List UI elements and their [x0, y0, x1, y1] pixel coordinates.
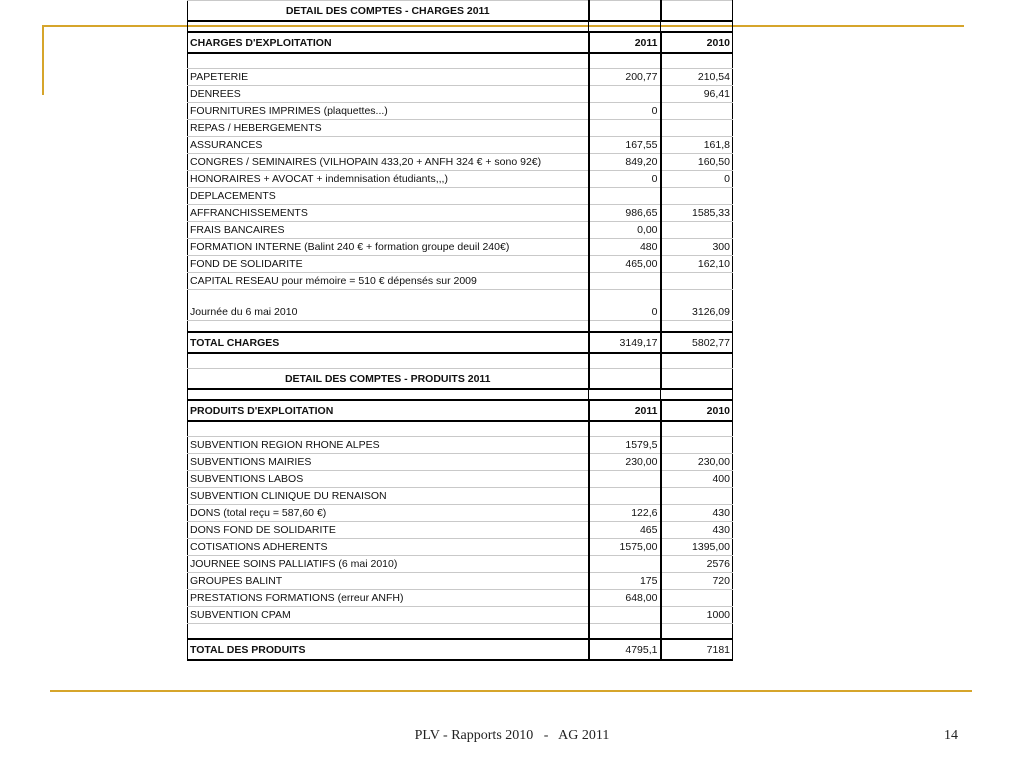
produits-total-2010: 7181	[661, 639, 733, 660]
row-label: DONS FOND DE SOLIDARITE	[188, 522, 589, 539]
row-value-2010: 230,00	[661, 454, 733, 471]
table-row	[188, 437, 733, 454]
row-label: COTISATIONS ADHERENTS	[188, 539, 589, 556]
row-label: AFFRANCHISSEMENTS	[188, 205, 589, 222]
table-row	[188, 120, 733, 137]
row-value-2011: 986,65	[589, 205, 661, 222]
charges-total-row	[188, 332, 733, 353]
row-label: Journée du 6 mai 2010	[188, 290, 589, 321]
charges-header-row	[188, 32, 733, 53]
row-label: SUBVENTION CLINIQUE DU RENAISON	[188, 488, 589, 505]
row-value-2011	[589, 86, 661, 103]
table-row	[188, 522, 733, 539]
table-row	[188, 505, 733, 522]
produits-header-2011: 2011	[589, 400, 661, 421]
row-value-2010: 0	[661, 171, 733, 188]
row-value-2011: 0	[589, 290, 661, 321]
row-value-2010: 210,54	[661, 69, 733, 86]
row-value-2010	[661, 590, 733, 607]
table-row	[188, 488, 733, 505]
produits-title-row	[188, 369, 733, 390]
footer-title: PLV - Rapports 2010 - AG 2011	[414, 728, 610, 743]
row-value-2011	[589, 471, 661, 488]
accent-line-left	[42, 25, 44, 95]
row-value-2011: 480	[589, 239, 661, 256]
row-value-2011: 175	[589, 573, 661, 590]
row-label: FOURNITURES IMPRIMES (plaquettes...)	[188, 103, 589, 120]
row-label: ASSURANCES	[188, 137, 589, 154]
accounts-table	[187, 0, 733, 661]
charges-total-label: TOTAL CHARGES	[188, 332, 589, 353]
charges-header-label: CHARGES D'EXPLOITATION	[188, 32, 589, 53]
row-value-2010	[661, 103, 733, 120]
row-value-2011	[589, 273, 661, 290]
row-value-2010: 162,10	[661, 256, 733, 273]
row-value-2011: 122,6	[589, 505, 661, 522]
table-row	[188, 539, 733, 556]
row-value-2011	[589, 488, 661, 505]
row-value-2010	[661, 120, 733, 137]
table-row	[188, 188, 733, 205]
row-value-2010: 161,8	[661, 137, 733, 154]
charges-total-2011: 3149,17	[589, 332, 661, 353]
row-value-2010: 400	[661, 471, 733, 488]
charges-title-row	[188, 1, 733, 22]
row-value-2011: 1575,00	[589, 539, 661, 556]
table-row	[188, 573, 733, 590]
row-value-2010: 96,41	[661, 86, 733, 103]
table-row	[188, 590, 733, 607]
row-label: CONGRES / SEMINAIRES (VILHOPAIN 433,20 + ANFH 324 € + sono 92€)	[188, 154, 589, 171]
accent-line-bottom	[50, 690, 972, 692]
charges-header-2011: 2011	[589, 32, 661, 53]
table-row	[188, 471, 733, 488]
row-value-2010: 160,50	[661, 154, 733, 171]
table-row	[188, 205, 733, 222]
row-value-2010: 1000	[661, 607, 733, 624]
table-row	[188, 239, 733, 256]
charges-title: DETAIL DES COMPTES - CHARGES 2011	[188, 1, 589, 22]
row-value-2010: 1395,00	[661, 539, 733, 556]
table-row	[188, 137, 733, 154]
table-row	[188, 290, 733, 321]
row-value-2011: 465,00	[589, 256, 661, 273]
row-value-2011	[589, 556, 661, 573]
row-value-2011	[589, 188, 661, 205]
page-number: 14	[944, 728, 958, 743]
row-value-2010: 2576	[661, 556, 733, 573]
table-row	[188, 454, 733, 471]
row-label: SUBVENTION CPAM	[188, 607, 589, 624]
table-row	[188, 103, 733, 120]
row-label: DENREES	[188, 86, 589, 103]
row-label: GROUPES BALINT	[188, 573, 589, 590]
produits-header-label: PRODUITS D'EXPLOITATION	[188, 400, 589, 421]
table-row	[188, 556, 733, 573]
row-value-2010: 720	[661, 573, 733, 590]
row-value-2011: 1579,5	[589, 437, 661, 454]
row-label: HONORAIRES + AVOCAT + indemnisation étudiants,,,)	[188, 171, 589, 188]
row-value-2011: 465	[589, 522, 661, 539]
table-row	[188, 171, 733, 188]
row-label: DONS (total reçu = 587,60 €)	[188, 505, 589, 522]
row-value-2010	[661, 437, 733, 454]
row-label: JOURNEE SOINS PALLIATIFS (6 mai 2010)	[188, 556, 589, 573]
accounts-spreadsheet	[187, 0, 732, 661]
produits-total-label: TOTAL DES PRODUITS	[188, 639, 589, 660]
table-row	[188, 256, 733, 273]
produits-title: DETAIL DES COMPTES - PRODUITS 2011	[188, 369, 589, 390]
row-value-2011: 230,00	[589, 454, 661, 471]
row-value-2011: 167,55	[589, 137, 661, 154]
row-value-2011: 648,00	[589, 590, 661, 607]
row-value-2011: 0	[589, 171, 661, 188]
table-row	[188, 607, 733, 624]
table-row	[188, 69, 733, 86]
table-row	[188, 273, 733, 290]
produits-total-2011: 4795,1	[589, 639, 661, 660]
row-value-2011: 849,20	[589, 154, 661, 171]
row-value-2010	[661, 222, 733, 239]
row-label: SUBVENTION REGION RHONE ALPES	[188, 437, 589, 454]
table-row	[188, 154, 733, 171]
row-value-2010: 430	[661, 522, 733, 539]
charges-total-2010: 5802,77	[661, 332, 733, 353]
produits-total-row	[188, 639, 733, 660]
produits-header-2010: 2010	[661, 400, 733, 421]
row-label: FOND DE SOLIDARITE	[188, 256, 589, 273]
row-value-2011: 200,77	[589, 69, 661, 86]
row-label: SUBVENTIONS LABOS	[188, 471, 589, 488]
row-label: DEPLACEMENTS	[188, 188, 589, 205]
row-label: FRAIS BANCAIRES	[188, 222, 589, 239]
row-value-2010: 3126,09	[661, 290, 733, 321]
row-value-2011	[589, 607, 661, 624]
row-value-2011: 0	[589, 103, 661, 120]
row-value-2010: 430	[661, 505, 733, 522]
row-value-2010: 1585,33	[661, 205, 733, 222]
row-label: CAPITAL RESEAU pour mémoire = 510 € dépensés sur 2009	[188, 273, 589, 290]
row-label: PRESTATIONS FORMATIONS (erreur ANFH)	[188, 590, 589, 607]
table-row	[188, 222, 733, 239]
row-value-2010: 300	[661, 239, 733, 256]
row-value-2010	[661, 488, 733, 505]
row-value-2011	[589, 120, 661, 137]
row-value-2011: 0,00	[589, 222, 661, 239]
row-label: FORMATION INTERNE (Balint 240 € + formation groupe deuil 240€)	[188, 239, 589, 256]
row-label: PAPETERIE	[188, 69, 589, 86]
row-value-2010	[661, 273, 733, 290]
table-row	[188, 86, 733, 103]
charges-header-2010: 2010	[661, 32, 733, 53]
produits-header-row	[188, 400, 733, 421]
row-label: REPAS / HEBERGEMENTS	[188, 120, 589, 137]
row-value-2010	[661, 188, 733, 205]
row-label: SUBVENTIONS MAIRIES	[188, 454, 589, 471]
